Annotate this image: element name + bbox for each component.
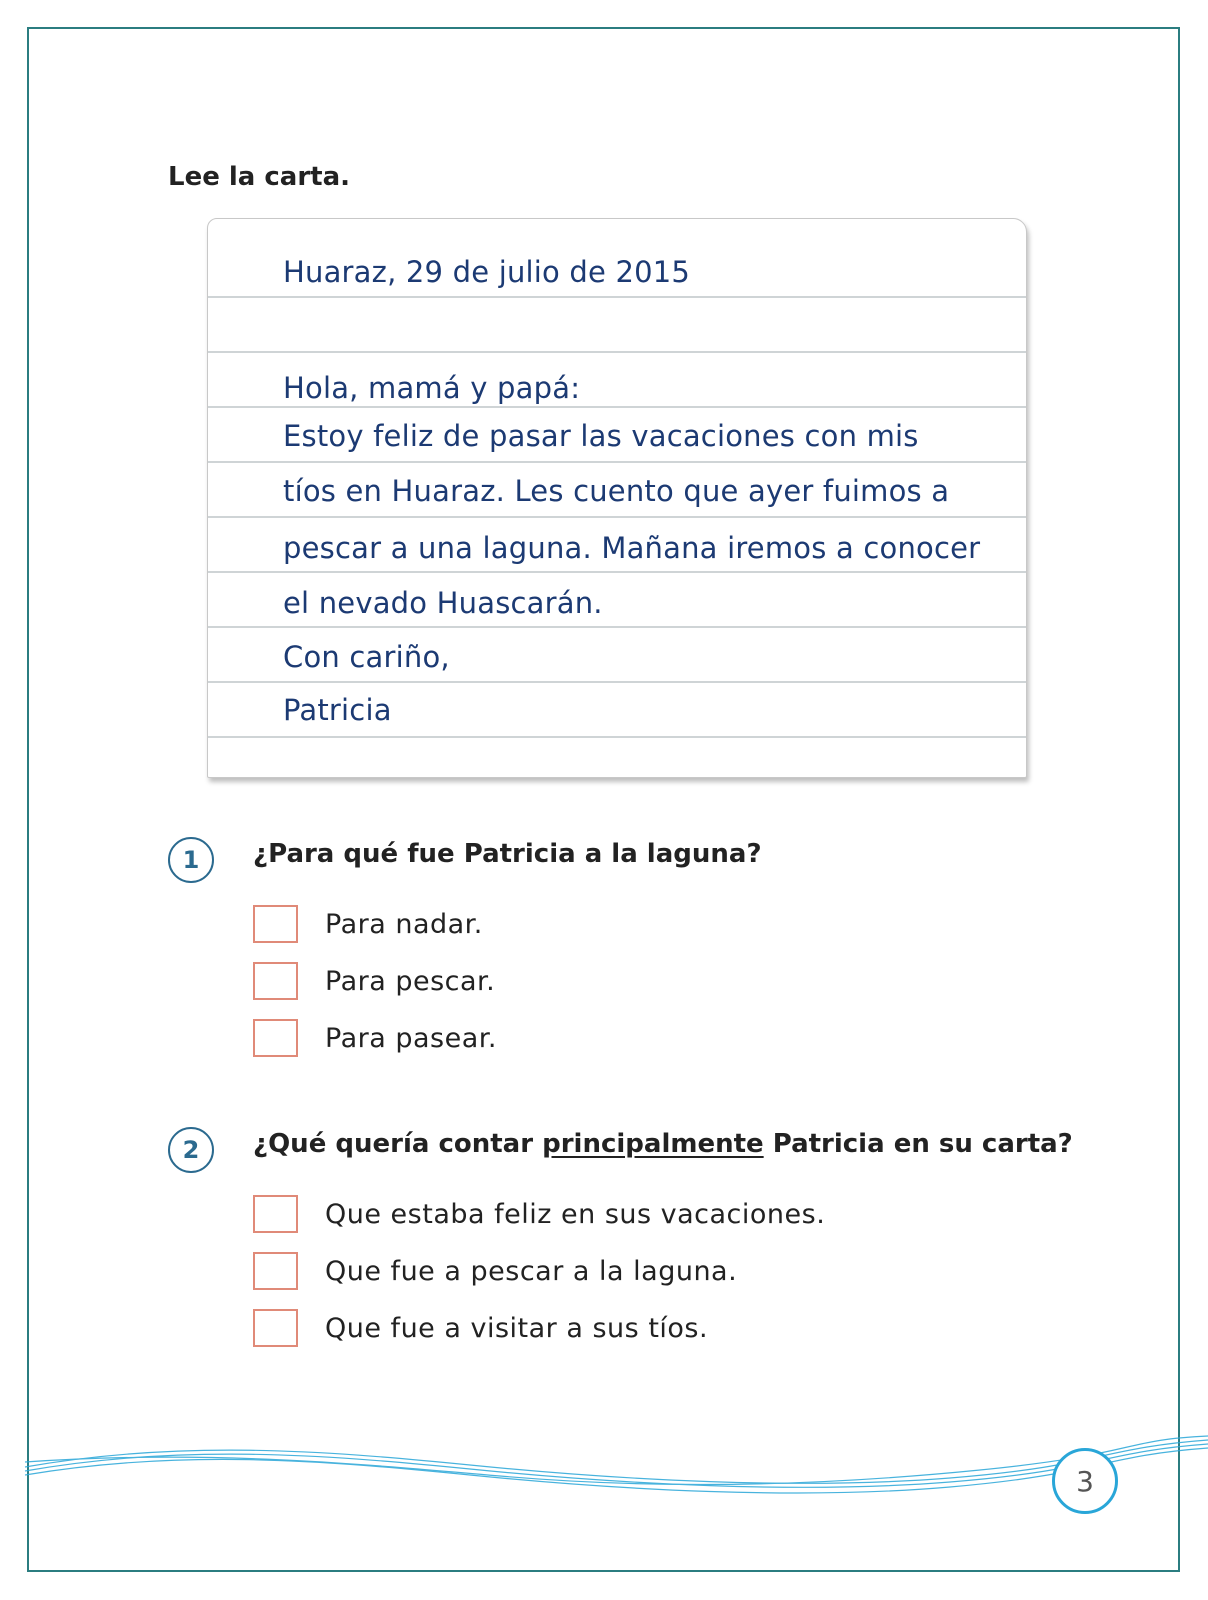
letter-rule [208, 571, 1026, 573]
answer-label: Que fue a pescar a la laguna. [325, 1256, 738, 1287]
answer-checkbox[interactable] [253, 1195, 298, 1233]
answer-label: Que fue a visitar a sus tíos. [325, 1313, 709, 1344]
question-text [253, 1129, 1073, 1159]
question-text: ¿Para qué fue Patricia a la laguna? [253, 839, 762, 869]
letter-rule [208, 296, 1026, 298]
letter-closing: Con cariño, [283, 640, 450, 674]
answer-checkbox[interactable] [253, 905, 298, 943]
letter-date: Huaraz, 29 de julio de 2015 [283, 255, 691, 289]
instruction: Lee la carta. [168, 162, 351, 192]
letter-rule [208, 626, 1026, 628]
question-number: 1 [168, 837, 214, 883]
letter-rule [208, 736, 1026, 738]
letter-rule [208, 461, 1026, 463]
answer-label: Para pasear. [325, 1023, 497, 1054]
answer-label: Para nadar. [325, 909, 483, 940]
letter-rule [208, 351, 1026, 353]
answer-checkbox[interactable] [253, 1309, 298, 1347]
question-number: 2 [168, 1127, 214, 1173]
question-text-part: ¿Qué quería contar [253, 1129, 543, 1159]
answer-checkbox[interactable] [253, 1019, 298, 1057]
letter-rule [208, 406, 1026, 408]
letter-card [207, 218, 1027, 778]
letter-body-line: Estoy feliz de pasar las vacaciones con mis [283, 419, 919, 453]
letter-body-line: tíos en Huaraz. Les cuento que ayer fuimos a [283, 474, 950, 508]
letter-rule [208, 516, 1026, 518]
page-number: 3 [1052, 1448, 1118, 1514]
answer-checkbox[interactable] [253, 962, 298, 1000]
letter-signature: Patricia [283, 693, 392, 727]
letter-greeting: Hola, mamá y papá: [283, 371, 581, 405]
answer-label: Que estaba feliz en sus vacaciones. [325, 1199, 826, 1230]
letter-body-line: el nevado Huascarán. [283, 586, 603, 620]
letter-rule [208, 681, 1026, 683]
underlined-word: principalmente [542, 1129, 764, 1159]
letter-body-line: pescar a una laguna. Mañana iremos a conocer [283, 531, 981, 565]
decorative-waves [0, 1420, 1208, 1530]
answer-label: Para pescar. [325, 966, 496, 997]
answer-checkbox[interactable] [253, 1252, 298, 1290]
question-text-part: Patricia en su carta? [763, 1129, 1073, 1159]
